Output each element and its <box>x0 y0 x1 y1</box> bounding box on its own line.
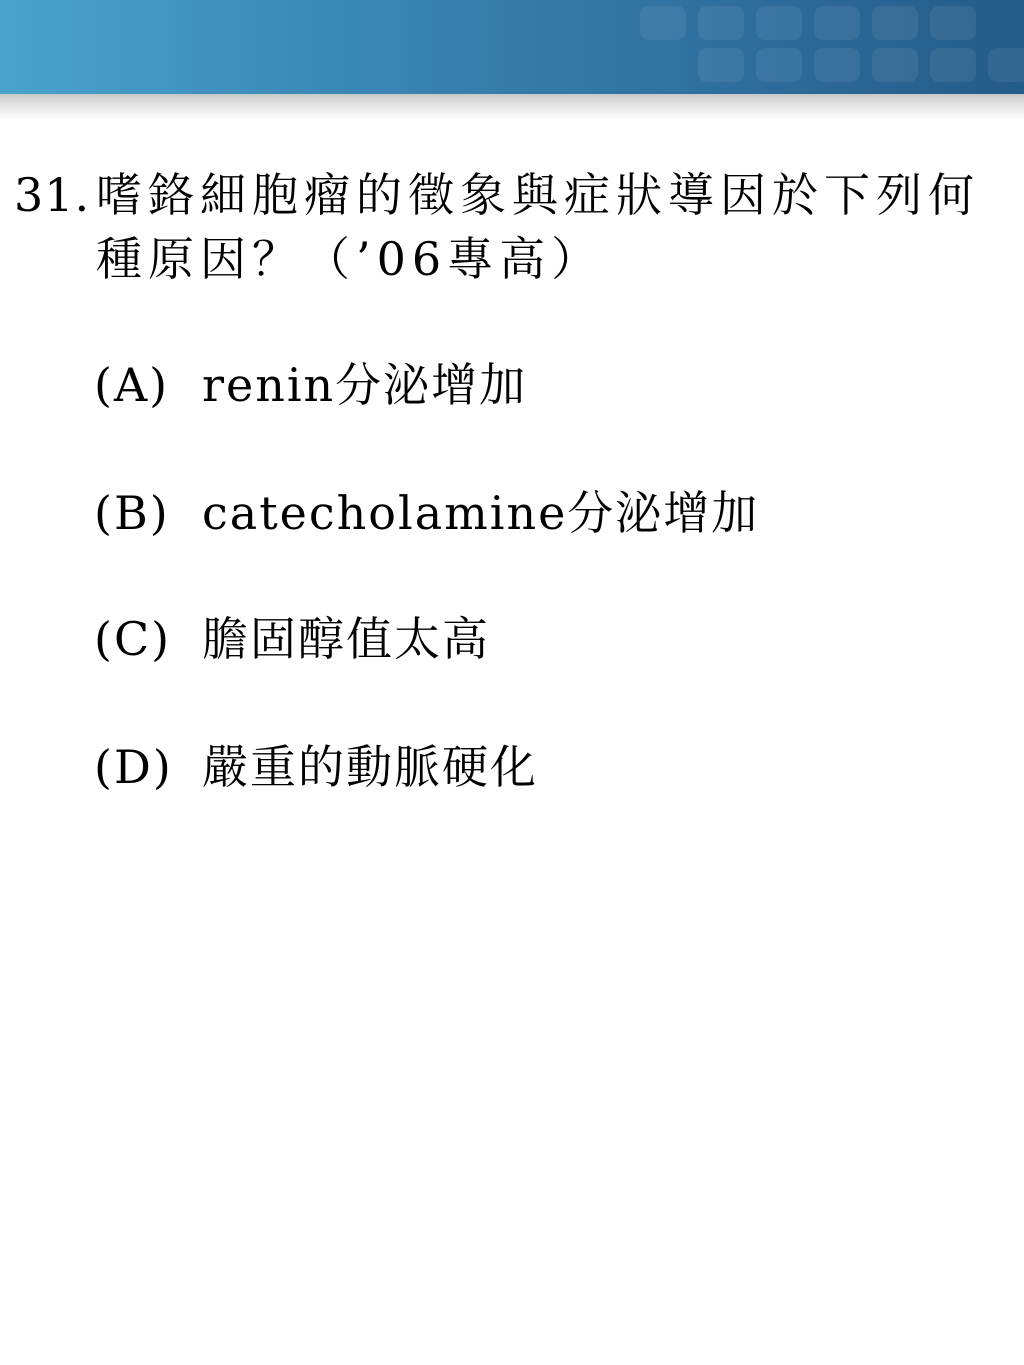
option-d <box>94 740 538 794</box>
option-text: 嚴重的動脈硬化 <box>202 740 538 794</box>
option-text: catecholamine分泌增加 <box>202 486 760 540</box>
option-a <box>94 358 527 412</box>
option-text: renin分泌增加 <box>202 358 528 412</box>
option-label: (D) <box>94 740 173 794</box>
option-b <box>94 486 759 540</box>
option-c <box>94 612 490 666</box>
option-text: 膽固醇值太高 <box>202 612 490 666</box>
option-label: (C) <box>94 612 172 666</box>
question-number: 31. <box>14 168 91 222</box>
question-text-line-1: 嗜鉻細胞瘤的徵象與症狀導因於下列何 <box>96 168 980 222</box>
option-label: (A) <box>94 358 170 412</box>
question-text-line-2: 種原因？（’06專高） <box>96 232 604 286</box>
option-label: (B) <box>94 486 170 540</box>
